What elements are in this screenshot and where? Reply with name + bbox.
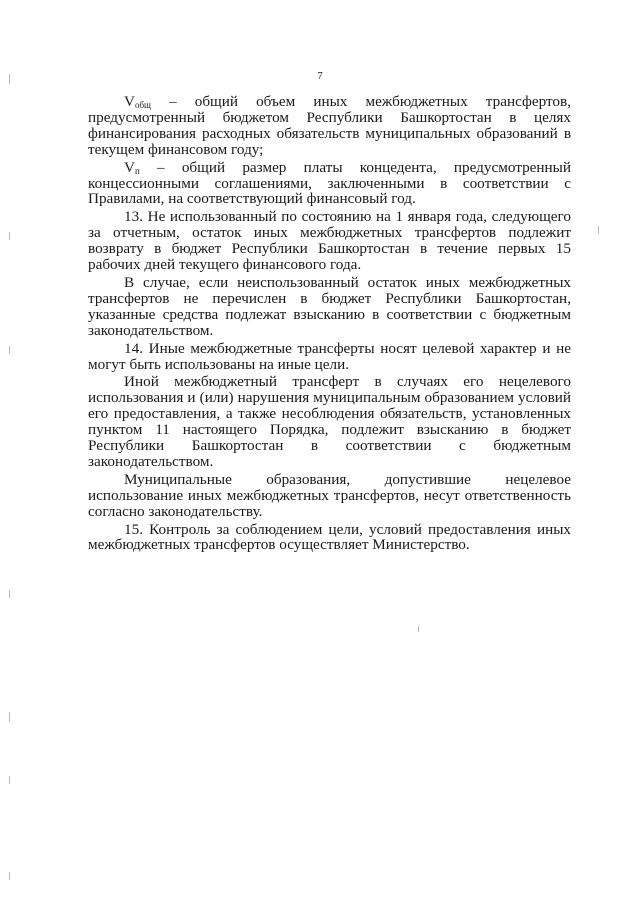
scan-mark (9, 74, 10, 84)
symbol-v-total: V (124, 93, 135, 110)
scan-mark (9, 346, 10, 354)
paragraph-15: 15. Контроль за соблюдением цели, условий предоставления иных межбюджетных трансфертов осуществляет Министерство. (88, 520, 571, 554)
scan-mark (9, 590, 10, 598)
paragraph-14-recovery: Иной межбюджетный трансферт в случаях его нецелевого использования и (или) нарушения муниципальным образованием условий его предоставления, а также несоблюдения обязательств, установленных пунктом 11 настоящего Порядка, подлежит взысканию в бюджет Республики Башкортостан в соответствии с бюджетным законодательством. (88, 373, 571, 470)
scan-mark (418, 626, 419, 632)
paragraph-13-remainder: В случае, если неиспользованный остаток иных межбюджетных трансфертов не перечислен в бюджет Республики Башкортостан, указанные средства подлежат взысканию в соответствии с бюджетным законодательством. (88, 273, 571, 339)
definition-text: – общий объем иных межбюджетных трансфертов, предусмотренный бюджетом Республики Башкортостан в целях финансирования расходных обязательств муниципальных образований в текущем финансовом году; (88, 93, 571, 158)
definition-text: – общий размер платы концедента, предусмотренный концессионными соглашениями, заключенными в соответствии с Правилами, на соответствующий финансовый год. (88, 158, 571, 208)
page-number: 7 (317, 70, 323, 82)
scan-mark (9, 776, 10, 784)
scan-mark (598, 226, 599, 234)
scan-mark (9, 872, 10, 880)
subscript-total: общ (134, 100, 151, 110)
paragraph-14: 14. Иные межбюджетные трансферты носят целевой характер и не могут быть использованы на иные цели. (88, 339, 571, 373)
subscript-concession: п (134, 165, 140, 176)
document-body (88, 94, 571, 553)
definition-v-concession (88, 160, 571, 208)
paragraph-13: 13. Не использованный по состоянию на 1 января года, следующего за отчетным, остаток иных межбюджетных трансфертов подлежит возврату в бюджет Республики Башкортостан в течение первых 15 рабочих дней текущего финансового года. (88, 208, 571, 274)
definition-v-total (88, 94, 571, 158)
scan-mark (9, 712, 10, 722)
paragraph-14-responsibility: Муниципальные образования, допустившие нецелевое использование иных межбюджетных трансфертов, несут ответственность согласно законодательству. (88, 470, 571, 520)
symbol-v-concession: V (124, 158, 135, 176)
scan-mark (9, 232, 10, 240)
